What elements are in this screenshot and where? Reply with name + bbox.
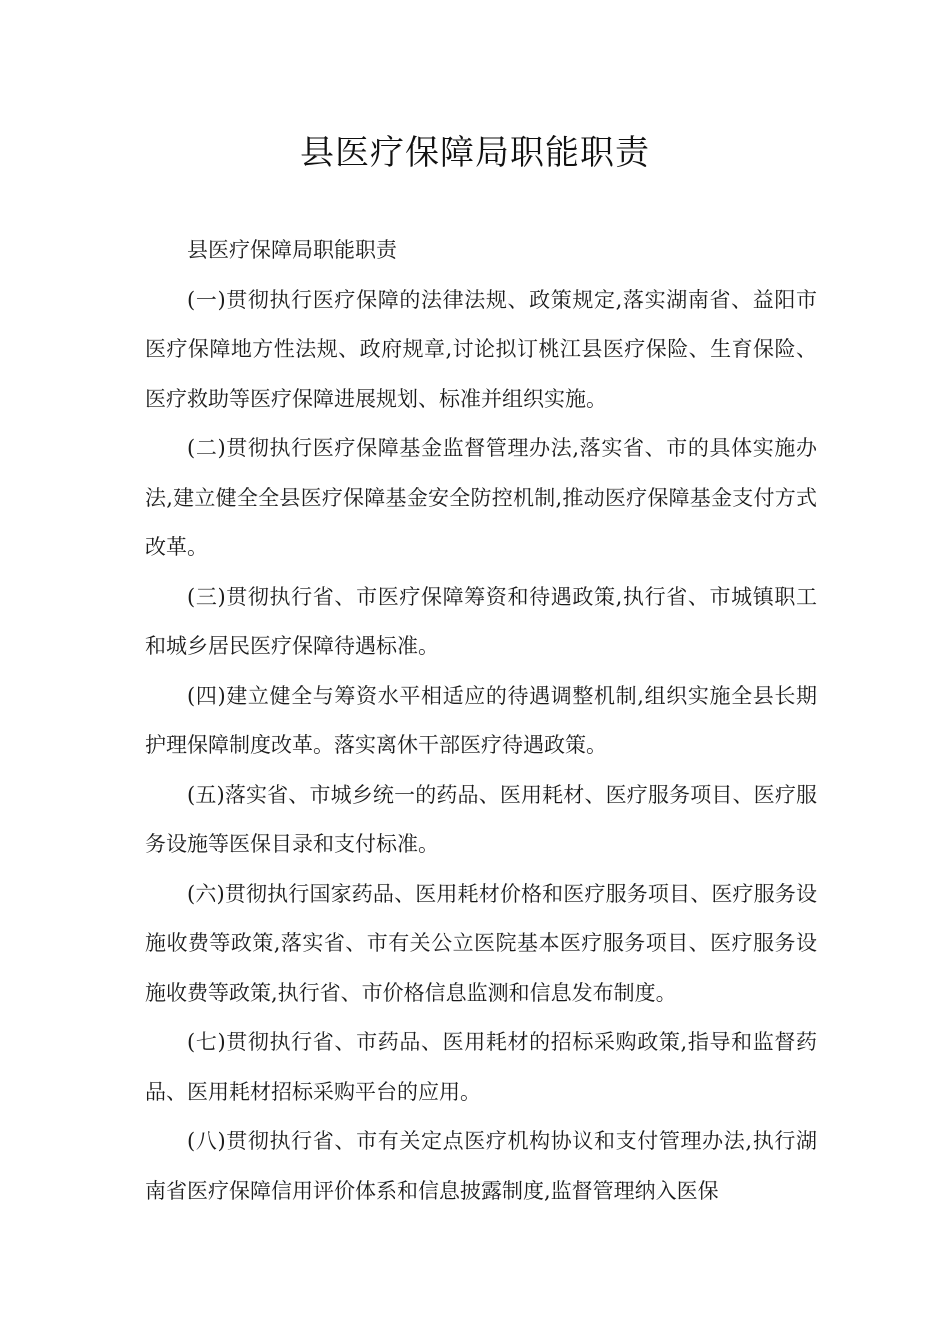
document-title: 县医疗保障局职能职责 [300,133,650,173]
document-body [145,226,817,1216]
paragraph-item-8: (八)贯彻执行省、市有关定点医疗机构协议和支付管理办法,执行湖南省医疗保障信用评价体系和信息披露制度,监督管理纳入医保 [145,1129,817,1203]
paragraph-item-7: (七)贯彻执行省、市药品、医用耗材的招标采购政策,指导和监督药品、医用耗材招标采购平台的应用。 [145,1030,817,1104]
paragraph-item-3: (三)贯彻执行省、市医疗保障筹资和待遇政策,执行省、市城镇职工和城乡居民医疗保障待遇标准。 [145,584,817,658]
paragraph-item-5: (五)落实省、市城乡统一的药品、医用耗材、医疗服务项目、医疗服务设施等医保目录和支付标准。 [145,782,817,856]
paragraph-item-2: (二)贯彻执行医疗保障基金监督管理办法,落实省、市的具体实施办法,建立健全全县医疗保障基金安全防控机制,推动医疗保障基金支付方式改革。 [145,436,817,559]
paragraph-item-4: (四)建立健全与筹资水平相适应的待遇调整机制,组织实施全县长期护理保障制度改革。落实离休干部医疗待遇政策。 [145,683,817,757]
paragraph-item-1: (一)贯彻执行医疗保障的法律法规、政策规定,落实湖南省、益阳市医疗保障地方性法规、政府规章,讨论拟订桃江县医疗保险、生育保险、医疗救助等医疗保障进展规划、标准并组织实施。 [145,287,817,411]
paragraph-heading: 县医疗保障局职能职责 [187,238,397,262]
paragraph-item-6: (六)贯彻执行国家药品、医用耗材价格和医疗服务项目、医疗服务设施收费等政策,落实省、市有关公立医院基本医疗服务项目、医疗服务设施收费等政策,执行省、市价格信息监测和信息发布制度。 [145,881,817,1005]
